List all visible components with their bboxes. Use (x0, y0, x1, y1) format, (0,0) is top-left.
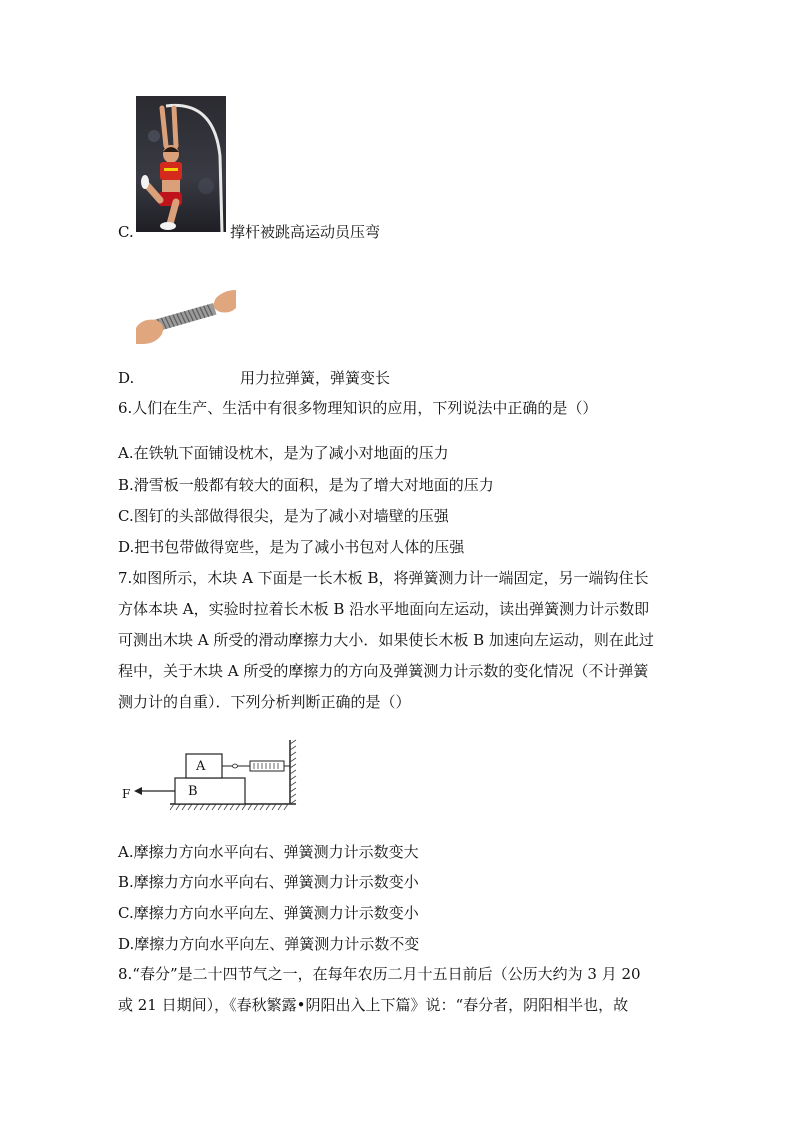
question-7-stem-line-3: 可测出木块 A 所受的滑动摩擦力大小．如果使长木板 B 加速向左运动，则在此过 (118, 631, 654, 649)
option-d-letter: D. (118, 369, 135, 387)
q7-option-d: D.摩擦力方向水平向左、弹簧测力计示数不变 (118, 935, 420, 953)
q7-option-a: A.摩擦力方向水平向右、弹簧测力计示数变大 (118, 843, 419, 861)
q6-option-b: B.滑雪板一般都有较大的面积，是为了增大对地面的压力 (118, 476, 494, 494)
q6-option-c: C.图钉的头部做得很尖，是为了减小对墙壁的压强 (118, 507, 449, 525)
block-b-label: B (188, 784, 198, 799)
option-d-text: 用力拉弹簧，弹簧变长 (240, 369, 391, 387)
friction-diagram (118, 738, 308, 814)
force-label: F (122, 787, 131, 801)
q7-option-c: C.摩擦力方向水平向左、弹簧测力计示数变小 (118, 904, 419, 922)
question-7-stem-line-2: 方体本块 A，实验时拉着长木板 B 沿水平地面向左运动，读出弹簧测力计示数即 (118, 600, 650, 618)
block-a-label: A (196, 759, 206, 774)
question-7-stem-line-5: 测力计的自重）．下列分析判断正确的是（） (118, 693, 411, 711)
question-8-stem-line-2: 或 21 日期间），《春秋繁露•阴阳出入上下篇》说：“春分者，阴阳相半也，故 (118, 996, 629, 1014)
q6-option-a: A.在铁轨下面铺设枕木，是为了减小对地面的压力 (118, 444, 449, 462)
option-c-letter: C. (118, 223, 134, 241)
question-6-stem: 6.人们在生产、生活中有很多物理知识的应用，下列说法中正确的是（） (118, 399, 598, 417)
q6-option-d: D.把书包带做得宽些，是为了减小书包对人体的压强 (118, 538, 465, 556)
question-7-stem-line-1: 7.如图所示，木块 A 下面是一长木板 B，将弹簧测力计一端固定，另一端钩住长 (118, 569, 649, 587)
q7-option-b: B.摩擦力方向水平向右、弹簧测力计示数变小 (118, 873, 419, 891)
question-7-stem-line-4: 程中，关于木块 A 所受的摩擦力的方向及弹簧测力计示数的变化情况（不计弹簧 (118, 662, 649, 680)
question-8-stem-line-1: 8.“春分”是二十四节气之一，在每年农历二月十五日前后（公历大约为 3 月 20 (118, 965, 641, 983)
pole-vault-photo (136, 96, 226, 232)
spring-stretch-photo (136, 288, 236, 346)
option-c-text: 撑杆被跳高运动员压弯 (230, 223, 381, 241)
